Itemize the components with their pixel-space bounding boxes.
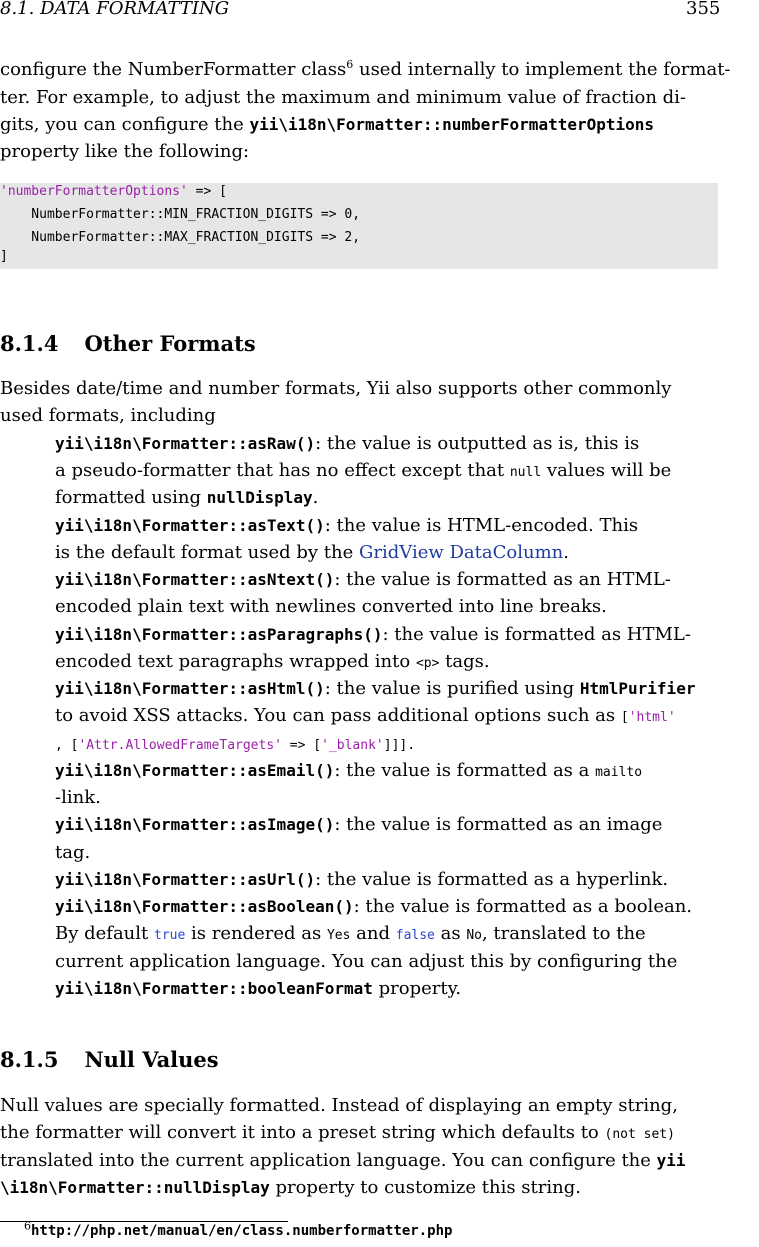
section-heading-null-values <box>0 1049 219 1070</box>
item-text: : the value is formatted as a boolean. <box>353 896 693 917</box>
inline-code: , [ <box>55 738 79 753</box>
page-number: 355 <box>686 0 721 19</box>
item-text: and <box>350 923 396 944</box>
code-line: ] <box>0 249 8 264</box>
item-text: : the value is formatted as HTML- <box>382 624 691 645</box>
item-text: as <box>434 923 467 944</box>
list-item-line <box>55 707 676 725</box>
paragraph-text: the formatter will convert it into a preset string which defaults to <box>0 1122 605 1143</box>
inline-code: yii\i18n\Formatter::booleanFormat <box>55 979 373 998</box>
inline-code: Yes <box>326 928 351 943</box>
paragraph-line <box>0 1124 675 1142</box>
intro-text: used internally to implement the format- <box>353 59 731 80</box>
method-code: yii\i18n\Formatter::asImage() <box>55 815 335 834</box>
gridview-datacolumn-link[interactable]: GridView DataColumn <box>359 542 564 563</box>
item-text: . <box>312 487 319 508</box>
item-text: property. <box>372 978 462 999</box>
section-heading-other-formats <box>0 333 256 354</box>
method-code: yii\i18n\Formatter::asParagraphs() <box>55 625 383 644</box>
item-text: : the value is formatted as a <box>334 760 596 781</box>
item-text: is the default format used by the <box>55 542 359 563</box>
section-number: 8.1.4 <box>0 331 59 356</box>
method-code: yii\i18n\Formatter::asEmail() <box>55 761 335 780</box>
paragraph-text: property to customize this string. <box>269 1177 581 1198</box>
intro-line-2: ter. For example, to adjust the maximum and minimum value of fraction di- <box>0 87 686 108</box>
list-item-ashtml <box>55 680 695 698</box>
item-text: : the value is formatted as an image <box>334 814 663 835</box>
method-code: yii\i18n\Formatter::asText() <box>55 516 325 535</box>
list-item-astext <box>55 517 638 535</box>
list-item-line <box>55 489 318 507</box>
method-code: yii\i18n\Formatter::asBoolean() <box>55 897 354 916</box>
footnote-url-link[interactable]: http://php.net/manual/en/class.numberformatter.php <box>31 1223 453 1239</box>
list-item-asraw <box>55 435 639 453</box>
inline-code: ]]]. <box>383 738 416 753</box>
method-code: yii\i18n\Formatter::asRaw() <box>55 434 316 453</box>
code-keyword: true <box>154 928 186 943</box>
list-item-line: encoded plain text with newlines converted into line breaks. <box>55 596 607 617</box>
code-line <box>0 184 227 199</box>
footnote-ref[interactable]: 6 <box>346 58 354 71</box>
inline-code: \i18n\Formatter::nullDisplay <box>0 1178 270 1197</box>
intro-text: gits, you can configure the <box>0 114 250 135</box>
item-text: : the value is outputted as is, this is <box>315 433 640 454</box>
intro-line-4: property like the following: <box>0 141 250 162</box>
inline-code: [ <box>620 710 629 725</box>
paragraph-line: Besides date/time and number formats, Yii also supports other commonly <box>0 378 672 399</box>
section-number: 8.1.5 <box>0 1047 59 1072</box>
list-item-asntext <box>55 571 671 589</box>
list-item-asimage <box>55 816 662 834</box>
item-text: values will be <box>541 460 672 481</box>
list-item-line: tag. <box>55 842 91 863</box>
code-string: 'numberFormatterOptions' <box>0 184 188 199</box>
list-item-line <box>55 925 646 943</box>
inline-code: HtmlPurifier <box>579 679 696 698</box>
paragraph-line: used formats, including <box>0 405 216 426</box>
paragraph-line: Null values are specially formatted. Instead of displaying an empty string, <box>0 1095 678 1116</box>
list-item-asemail <box>55 762 642 780</box>
footnote-mark: 6 <box>24 1219 31 1233</box>
footnote-rule <box>0 1221 288 1222</box>
item-text: : the value is HTML-encoded. This <box>324 515 639 536</box>
item-text: formatted using <box>55 487 207 508</box>
inline-code: null <box>509 465 542 480</box>
item-text: . <box>563 542 569 563</box>
intro-text: configure the NumberFormatter class <box>0 59 347 80</box>
code-line: NumberFormatter::MAX_FRACTION_DIGITS => 2, <box>0 230 361 245</box>
code-keyword: false <box>395 928 435 943</box>
code-block <box>0 183 718 269</box>
list-item-line <box>55 544 569 562</box>
list-item-asparagraphs <box>55 626 691 644</box>
method-code: yii\i18n\Formatter::asUrl() <box>55 870 316 889</box>
code-line: NumberFormatter::MIN_FRACTION_DIGITS => 0, <box>0 207 361 222</box>
inline-code: <p> <box>415 656 440 671</box>
list-item-asboolean <box>55 898 692 916</box>
item-text: By default <box>55 923 154 944</box>
paragraph-line <box>0 1152 686 1170</box>
intro-line-3 <box>0 116 654 134</box>
inline-code: yii\i18n\Formatter::numberFormatterOptions <box>249 115 655 134</box>
paragraph-line <box>0 1179 581 1197</box>
list-item-line <box>55 980 461 998</box>
list-item-line <box>55 735 415 753</box>
list-item-line <box>55 653 490 671</box>
section-title: Null Values <box>84 1047 219 1072</box>
inline-code: mailto <box>595 765 643 780</box>
method-code: yii\i18n\Formatter::asNtext() <box>55 570 335 589</box>
inline-code: yii <box>656 1151 686 1170</box>
method-code: yii\i18n\Formatter::asHtml() <box>55 679 325 698</box>
list-item-line: current application language. You can adjust this by configuring the <box>55 951 678 972</box>
footnote <box>24 1219 453 1239</box>
item-text: is rendered as <box>185 923 327 944</box>
paragraph-text: translated into the current application language. You can configure the <box>0 1150 657 1171</box>
item-text: a pseudo-formatter that has no effect except that <box>55 460 510 481</box>
running-header-section: 8.1. DATA FORMATTING <box>0 0 230 19</box>
inline-code: nullDisplay <box>206 488 313 507</box>
code-string: 'html' <box>628 710 676 725</box>
item-text: : the value is purified using <box>324 678 580 699</box>
inline-code: (not set) <box>604 1127 675 1142</box>
intro-line-1 <box>0 58 731 80</box>
inline-code: => [ <box>281 738 322 753</box>
item-text: encoded text paragraphs wrapped into <box>55 651 416 672</box>
list-item-line: -link. <box>55 787 101 808</box>
list-item-line <box>55 462 671 480</box>
section-title: Other Formats <box>84 331 256 356</box>
list-item-asurl <box>55 871 668 889</box>
inline-code: No <box>466 928 482 943</box>
item-text: to avoid XSS attacks. You can pass additional options such as <box>55 705 621 726</box>
code-string: '_blank' <box>321 738 384 753</box>
item-text: : the value is formatted as an HTML- <box>334 569 671 590</box>
code-string: 'Attr.AllowedFrameTargets' <box>78 738 282 753</box>
code-text: => [ <box>187 184 227 199</box>
item-text: : the value is formatted as a hyperlink. <box>315 869 669 890</box>
item-text: , translated to the <box>481 923 646 944</box>
item-text: tags. <box>439 651 490 672</box>
